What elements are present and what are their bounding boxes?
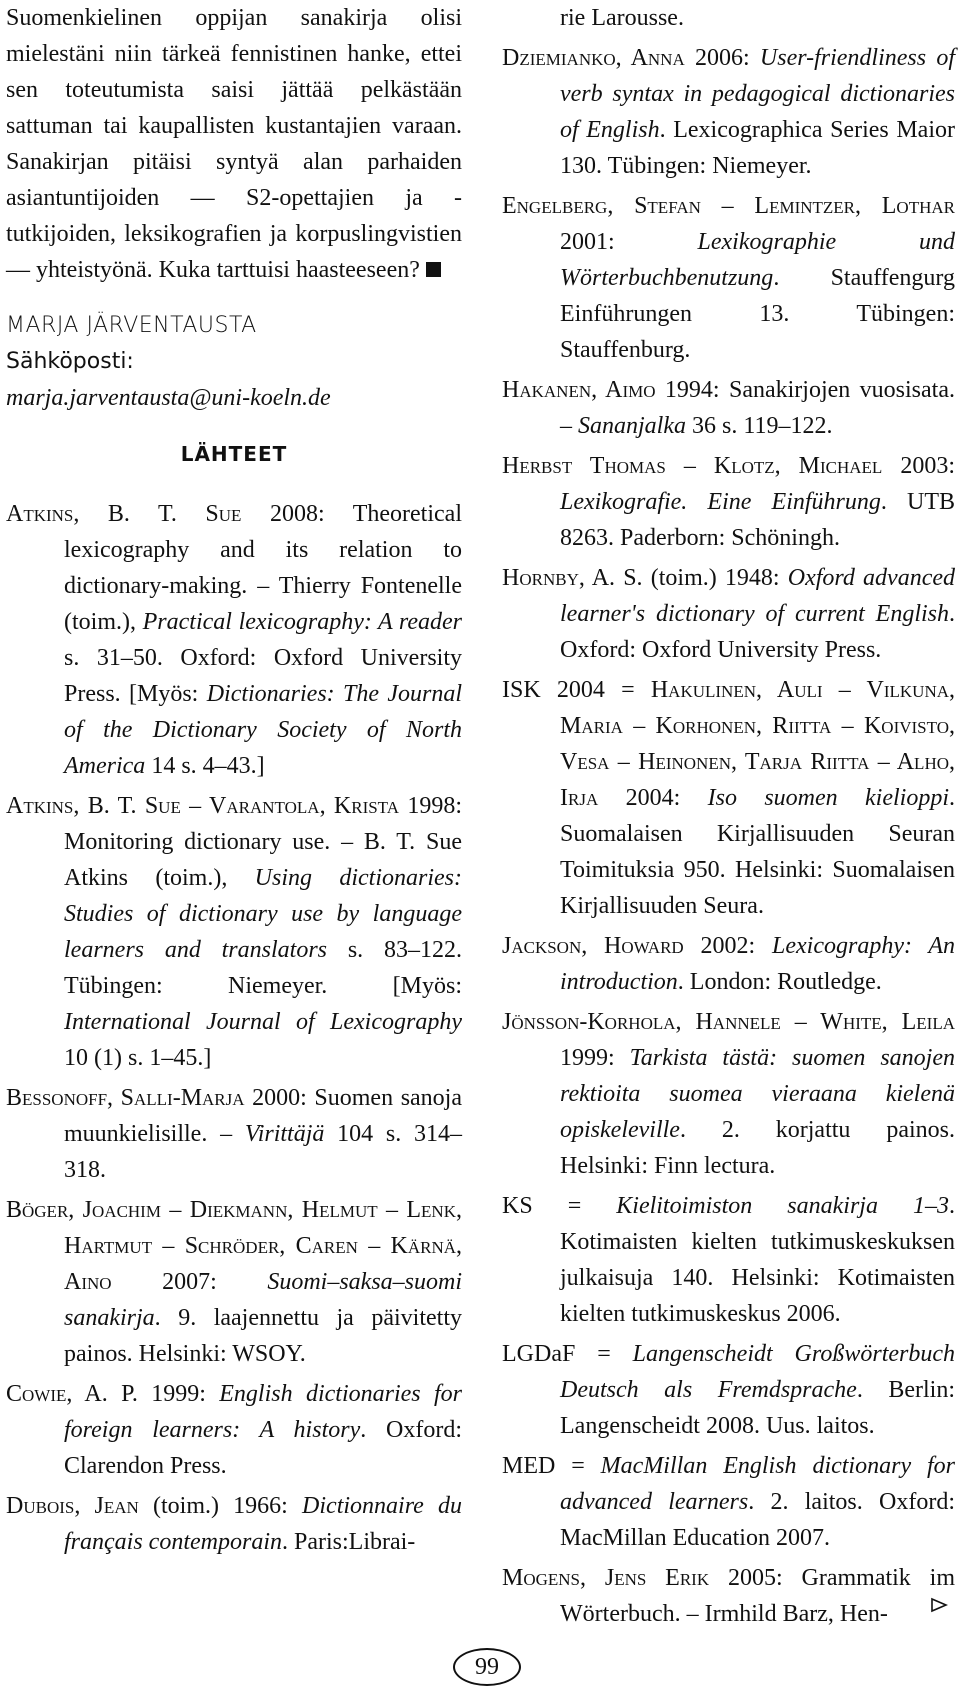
reference-text: . Kotimaisten kielten tutkimuskeskuksen julkaisuja 140. Helsinki: Kotimaisten kielten tutkimuskeskus 2006.	[560, 1193, 955, 1327]
reference-text: 10 (1) s. 1–45.]	[64, 1045, 212, 1071]
reference-text: 14 s. 4–43.]	[145, 753, 265, 779]
reference-title: Kielitoimiston sanakirja 1–3	[616, 1193, 949, 1219]
reference-text: . 2. laitos. Oxford: MacMillan Education 2007.	[560, 1489, 955, 1551]
reference-text: 2005: Grammatik im Wörterbuch. – Irmhild Barz, Hen-	[560, 1565, 955, 1627]
reference-text: . 9. laajennettu ja päivitetty painos. Helsinki: WSOY.	[64, 1305, 462, 1367]
reference-entry	[502, 1560, 955, 1632]
reference-title: Dictionnaire du français contemporain	[64, 1493, 462, 1555]
reference-entry	[6, 788, 462, 1076]
reference-entry	[502, 1188, 955, 1332]
author-name: MARJA JÄRVENTAUSTA	[6, 313, 257, 338]
reference-text: 2008: Theoretical lexicography and its relation to dictionary-making. – Thierry Fontenelle (toim.),	[64, 501, 462, 635]
reference-entry	[6, 1488, 462, 1560]
reference-author: ISK 2004 = Hakulinen, Auli – Vilkuna, Maria – Korhonen, Riitta – Koivisto, Vesa – Heinonen, Tarja Riitta – Alho, Irja	[502, 677, 955, 811]
reference-title: Suomi–saksa–suomi sanakirja	[64, 1269, 462, 1331]
reference-text: 2006:	[684, 45, 760, 71]
left-column	[6, 0, 462, 1564]
reference-text: 1999:	[137, 1381, 220, 1407]
reference-entry	[502, 672, 955, 924]
reference-text: 36 s. 119–122.	[686, 413, 833, 439]
reference-entry	[502, 560, 955, 668]
reference-entry	[502, 372, 955, 444]
reference-author: Jönsson-Korhola, Hannele – White, Leila	[502, 1009, 955, 1035]
reference-title: User-friendliness of verb syntax in pedagogical dictionaries of English	[560, 45, 955, 143]
reference-text: . Stauffengurg Einführungen 13. Tübingen: Stauffenburg.	[560, 265, 955, 363]
reference-title: Lexicography: An introduction	[560, 933, 956, 995]
reference-author: Mogens, Jens Erik	[502, 1565, 710, 1591]
next-page-arrow-icon	[930, 1597, 948, 1618]
reference-entry	[502, 1448, 955, 1556]
reference-entry	[502, 40, 955, 184]
reference-text: 2000: Suomen sanoja muunkielisille. –	[64, 1085, 462, 1147]
reference-text: 104 s. 314–318.	[64, 1121, 462, 1183]
reference-author: KS =	[502, 1193, 617, 1219]
reference-author: Cowie, A. P.	[6, 1381, 138, 1407]
reference-entry	[6, 1376, 462, 1484]
email-label: Sähköposti:	[6, 349, 134, 374]
reference-title: International Journal of Lexicography	[64, 1009, 462, 1035]
reference-title: Oxford advanced learner's dictionary of current English	[560, 565, 956, 627]
reference-text: 2002:	[683, 933, 773, 959]
reference-author: Hakanen, Aimo	[502, 377, 656, 403]
reference-text: (toim.) 1966:	[138, 1493, 303, 1519]
reference-continuation: rie Larousse.	[560, 5, 684, 31]
references-heading: LÄHTEET	[180, 442, 288, 466]
reference-author: Atkins, B. T. Sue – Varantola, Krista	[6, 793, 399, 819]
reference-author: LGDaF =	[502, 1341, 633, 1367]
reference-entry	[502, 928, 955, 1000]
reference-entry	[6, 1080, 462, 1188]
reference-title: MacMillan English dictionary for advanced learners	[560, 1453, 955, 1515]
end-of-article-mark	[426, 262, 441, 277]
reference-author: MED =	[502, 1453, 601, 1479]
reference-title: Iso suomen kielioppi	[707, 785, 949, 811]
reference-text: s. 83–122. Tübingen: Niemeyer. [Myös:	[64, 937, 463, 999]
page-number: 99	[453, 1648, 521, 1686]
reference-entry	[502, 188, 955, 368]
reference-text: s. 31–50. Oxford: Oxford University Press. [Myös:	[64, 645, 462, 707]
reference-text: . Berlin: Langenscheidt 2008. Uus. laitos.	[560, 1377, 956, 1439]
reference-title: Virittäjä	[244, 1121, 325, 1147]
reference-text: 1998: Monitoring dictionary use. – B. T. Sue Atkins (toim.),	[64, 793, 462, 891]
reference-text: 1999:	[560, 1045, 630, 1071]
reference-author: Engelberg, Stefan – Lemintzer, Lothar	[502, 193, 955, 219]
reference-text: . 2. korjattu painos. Helsinki: Finn lectura.	[560, 1117, 955, 1179]
reference-entry	[6, 496, 462, 784]
reference-entry	[502, 448, 955, 556]
reference-list-left	[6, 496, 462, 1560]
reference-entry	[6, 1192, 462, 1372]
reference-title: Lexikografie. Eine Einführung	[560, 489, 881, 515]
reference-title: Langenscheidt Großwörterbuch Deutsch als Fremdsprache	[560, 1341, 955, 1403]
reference-entry	[502, 1336, 955, 1444]
reference-author: Atkins, B. T. Sue	[6, 501, 242, 527]
reference-title: Dictionaries: The Journal of the Dictionary Society of North America	[64, 681, 462, 779]
reference-text: 2001:	[560, 229, 698, 255]
reference-author: Hornby, A. S.	[502, 565, 643, 591]
paragraph-text: Suomenkielinen oppijan sanakirja olisi mielestäni niin tärkeä fennistinen hanke, ettei sen toteutumista saisi jättää pelkästään sattuman tai kaupallisten kustantajien varaan. Sanakirjan pitäisi syntyä alan parhaiden asiantuntijoiden — S2-opettajien ja -tutkijoiden, leksikografien ja korpuslingvistien — yhteistyönä. Kuka tarttuisi haasteeseen?	[6, 5, 462, 283]
reference-author: Bessonoff, Salli-Marja	[6, 1085, 245, 1111]
author-email: marja.jarventausta@uni-koeln.de	[6, 385, 331, 411]
reference-title: Practical lexicography: A reader	[142, 609, 462, 635]
reference-author: Jackson, Howard	[502, 933, 684, 959]
reference-author: Dziemianko, Anna	[502, 45, 685, 71]
reference-entry	[502, 1004, 955, 1184]
reference-text: 2003:	[882, 453, 955, 479]
reference-text: . Paris:Librai-	[281, 1529, 416, 1555]
reference-text: . London: Routledge.	[677, 969, 882, 995]
reference-text: 1994: Sanakirjojen vuosisata. –	[560, 377, 955, 439]
body-paragraph	[6, 0, 462, 288]
reference-list-right	[502, 40, 955, 1632]
reference-author: Herbst Thomas – Klotz, Michael	[502, 453, 883, 479]
author-block	[6, 308, 462, 416]
reference-text: 2004:	[598, 785, 708, 811]
reference-text: . UTB 8263. Paderborn: Schöningh.	[560, 489, 955, 551]
reference-title: Sananjalka	[578, 413, 686, 439]
right-column	[502, 0, 955, 1636]
reference-title: English dictionaries for foreign learners: A history	[64, 1381, 462, 1443]
reference-title: Tarkista tästä: suomen sanojen rektioita suomea vieraana kielenä opiskeleville	[560, 1045, 955, 1143]
reference-title: Lexikographie und Wörterbuchbenutzung	[560, 229, 955, 291]
reference-text: . Oxford: Oxford University Press.	[560, 601, 955, 663]
reference-text: . Lexicographica Series Maior 130. Tübingen: Niemeyer.	[560, 117, 955, 179]
reference-text: (toim.) 1948:	[642, 565, 788, 591]
reference-text: . Oxford: Clarendon Press.	[64, 1417, 462, 1479]
reference-author: Dubois, Jean	[6, 1493, 139, 1519]
reference-text: . Suomalaisen Kirjallisuuden Seuran Toimituksia 950. Helsinki: Suomalaisen Kirjallisuuden Seura.	[560, 785, 955, 919]
reference-author: Böger, Joachim – Diekmann, Helmut – Lenk, Hartmut – Schröder, Caren – Kärnä, Aino	[6, 1197, 462, 1295]
reference-title: Using dictionaries: Studies of dictionary use by language learners and translators	[64, 865, 462, 963]
reference-text: 2007:	[111, 1269, 268, 1295]
